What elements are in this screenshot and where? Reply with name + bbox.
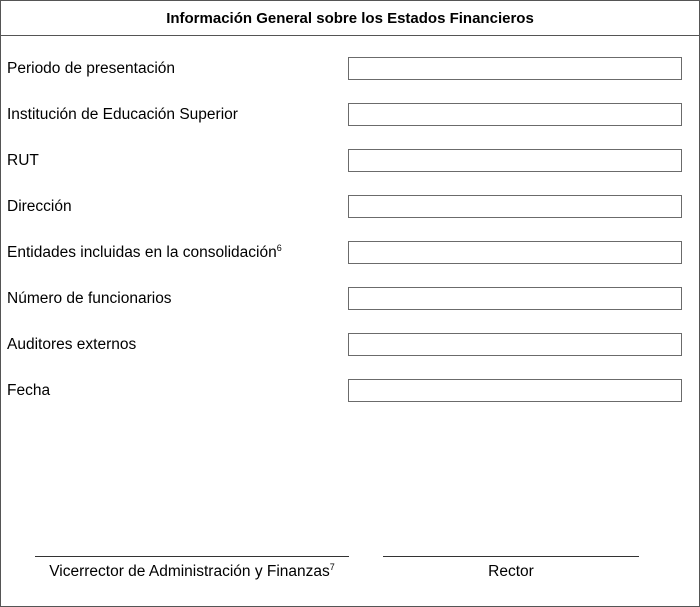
direccion-label: Dirección: [7, 198, 72, 215]
row-rut: [7, 149, 683, 175]
fecha-label: Fecha: [7, 382, 51, 399]
numero-funcionarios-input[interactable]: [348, 287, 682, 310]
rut-label: RUT: [7, 152, 39, 169]
row-institucion: [7, 103, 683, 129]
rut-input[interactable]: [348, 149, 682, 172]
institucion-label: Institución de Educación Superior: [7, 106, 238, 123]
signature-rector: [383, 556, 639, 581]
direccion-input[interactable]: [348, 195, 682, 218]
periodo-presentacion-label: Periodo de presentación: [7, 60, 176, 77]
auditores-externos-input[interactable]: [348, 333, 682, 356]
signature-vicerrector: [35, 556, 349, 581]
footnote-7: 7: [329, 561, 335, 572]
row-direccion: [7, 195, 683, 221]
row-auditores-externos: [7, 333, 683, 359]
entidades-consolidacion-input[interactable]: [348, 241, 682, 264]
signature-line-rector: [383, 556, 639, 557]
row-numero-funcionarios: [7, 287, 683, 313]
fecha-input[interactable]: [348, 379, 682, 402]
row-fecha: [7, 379, 683, 405]
form-title: Información General sobre los Estados Financieros: [1, 1, 699, 36]
periodo-presentacion-input[interactable]: [348, 57, 682, 80]
entidades-consolidacion-label: Entidades incluidas en la consolidación$^6$: [7, 242, 282, 261]
footnote-6: 6: [276, 242, 282, 253]
signature-line-vicerrector: [35, 556, 349, 557]
row-periodo-presentacion: [7, 57, 683, 83]
signature-caption-vicerrector: Vicerrector de Administración y Finanzas$^7$: [49, 561, 335, 580]
signature-caption-rector: Rector: [488, 563, 534, 580]
numero-funcionarios-label: Número de funcionarios: [7, 290, 172, 307]
institucion-input[interactable]: [348, 103, 682, 126]
auditores-externos-label: Auditores externos: [7, 336, 137, 353]
row-entidades-consolidacion: [7, 241, 683, 267]
